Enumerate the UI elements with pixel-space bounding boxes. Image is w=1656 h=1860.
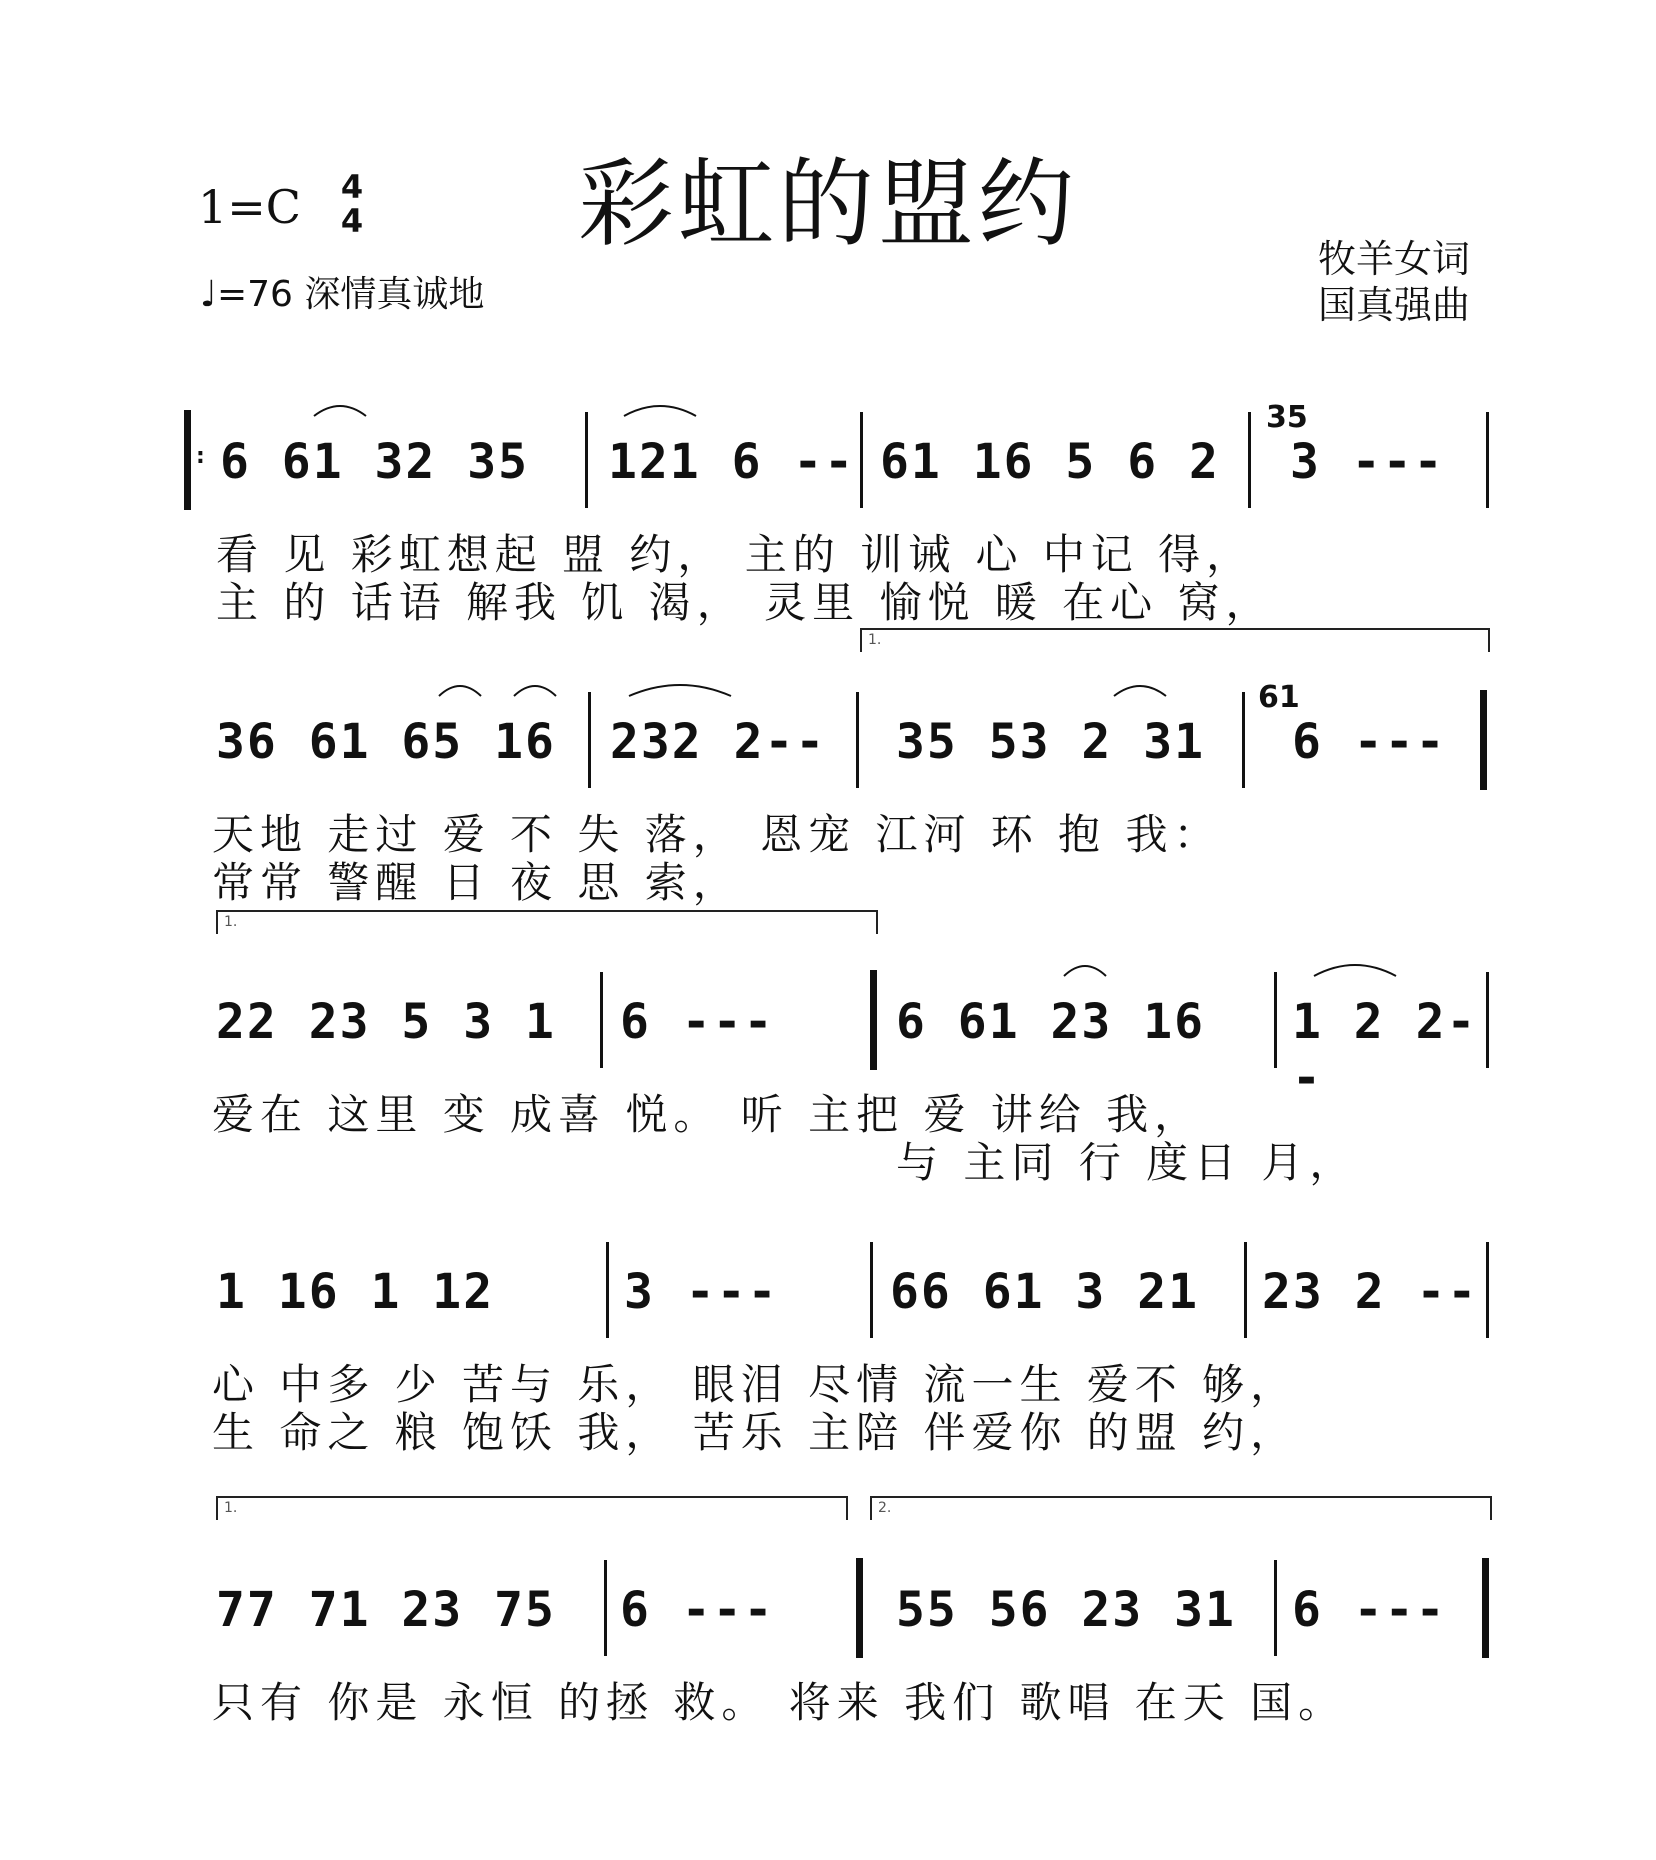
slur	[625, 680, 735, 700]
barline	[1274, 1560, 1277, 1656]
volta-bracket-1	[216, 910, 878, 934]
measure-14: 3 ---	[624, 1264, 779, 1320]
volta-label: 1.	[224, 1500, 238, 1516]
composer-credit: 国真强曲	[1318, 283, 1471, 327]
time-signature-bottom: 4	[340, 202, 364, 240]
lyrics-verse-1: 心 中多 少 苦与 乐， 眼泪 尽情 流一生 爱不 够，	[212, 1360, 1299, 1409]
volta-bracket-1	[216, 1496, 848, 1520]
measure-16: 23 2 --	[1262, 1264, 1479, 1320]
slur	[1310, 960, 1400, 980]
grace-notes: 61	[1258, 680, 1300, 715]
measure-17: 77 71 23 75	[216, 1582, 556, 1638]
barline	[856, 692, 859, 788]
barline	[606, 1242, 609, 1338]
measure-10: 6 ---	[620, 994, 775, 1050]
volta-bracket-2	[870, 1496, 1492, 1520]
barline	[1248, 412, 1251, 508]
measure-4: 3 ---	[1290, 434, 1445, 490]
lyrics-verse-2: 与 主同 行 度日 月，	[896, 1138, 1358, 1187]
lyrics-verse-1: 天地 走过 爱 不 失 落， 恩宠 江河 环 抱 我：	[212, 810, 1222, 859]
barline	[1244, 1242, 1247, 1338]
measure-13: 1 16 1 12	[216, 1264, 495, 1320]
slur	[1110, 680, 1170, 700]
score-system-3	[180, 960, 1500, 1187]
measure-2: 121 6 --	[608, 434, 856, 490]
measure-15: 66 61 3 21	[890, 1264, 1199, 1320]
measure-20: 6 ---	[1292, 1582, 1447, 1638]
lyrics-verse-1: 看 见 彩虹想起 盟 约， 主的 训诫 心 中记 得，	[216, 530, 1255, 579]
score-system-5	[180, 1548, 1500, 1768]
score-system-1	[180, 400, 1500, 627]
repeat-end-barline	[1480, 690, 1487, 790]
lyrics-verse-1: 爱在 这里 变 成喜 悦。 听 主把 爱 讲给 我，	[212, 1090, 1203, 1139]
barline	[588, 692, 591, 788]
slur	[435, 680, 485, 700]
tempo-marking: ♩=76 深情真诚地	[200, 274, 485, 315]
song-title: 彩虹的盟约	[578, 148, 1078, 260]
measure-5: 36 61 65 16	[216, 714, 556, 770]
barline	[870, 1242, 873, 1338]
measure-19: 55 56 23 31	[896, 1582, 1236, 1638]
grace-notes: 35	[1266, 400, 1308, 435]
volta-label: 1.	[224, 914, 238, 930]
measure-8: 6 ---	[1292, 714, 1447, 770]
key-signature: 1=C	[198, 180, 302, 234]
lyrics-verse-2: 常常 警醒 日 夜 思 索，	[212, 858, 741, 907]
lyrics-verse-1: 只有 你是 永恒 的拯 救。 将来 我们 歌唱 在天 国。	[212, 1678, 1347, 1727]
score-system-4	[180, 1230, 1500, 1457]
lyrics-verse-2: 主 的 话语 解我 饥 渴， 灵里 愉悦 暖 在心 窝，	[216, 578, 1274, 627]
measure-11: 6 61 23 16	[896, 994, 1205, 1050]
measure-6: 232 2--	[610, 714, 827, 770]
lyrics-verse-2: 生 命之 粮 饱饫 我， 苦乐 主陪 伴爱你 的盟 约，	[212, 1408, 1299, 1457]
barline	[1486, 972, 1489, 1068]
measure-1: 6 61 32 35	[220, 434, 529, 490]
time-signature-top: 4	[340, 168, 364, 206]
volta-bracket-1	[860, 628, 1490, 652]
barline	[1274, 972, 1277, 1068]
time-signature	[338, 170, 366, 238]
slur	[1060, 960, 1110, 980]
measure-3: 61 16 5 6 2	[880, 434, 1220, 490]
repeat-end-barline	[856, 1558, 863, 1658]
lyricist-credit: 牧羊女词	[1318, 237, 1471, 281]
volta-label: 1.	[868, 632, 882, 648]
volta-label: 2.	[878, 1500, 892, 1516]
repeat-barline	[870, 970, 877, 1070]
barline	[585, 412, 588, 508]
score-system-2	[180, 680, 1500, 907]
measure-18: 6 ---	[620, 1582, 775, 1638]
barline	[1242, 692, 1245, 788]
measure-7: 35 53 2 31	[896, 714, 1205, 770]
final-barline	[1482, 1558, 1489, 1658]
repeat-dots: :	[196, 444, 205, 469]
barline	[1486, 412, 1489, 508]
barline	[860, 412, 863, 508]
barline	[600, 972, 603, 1068]
slur	[310, 400, 370, 420]
measure-12: 1 2 2--	[1292, 994, 1478, 1106]
barline	[1486, 1242, 1489, 1338]
slur	[510, 680, 560, 700]
barline	[604, 1560, 607, 1656]
slur	[620, 400, 700, 420]
repeat-start-barline	[184, 410, 191, 510]
measure-9: 22 23 5 3 1	[216, 994, 556, 1050]
